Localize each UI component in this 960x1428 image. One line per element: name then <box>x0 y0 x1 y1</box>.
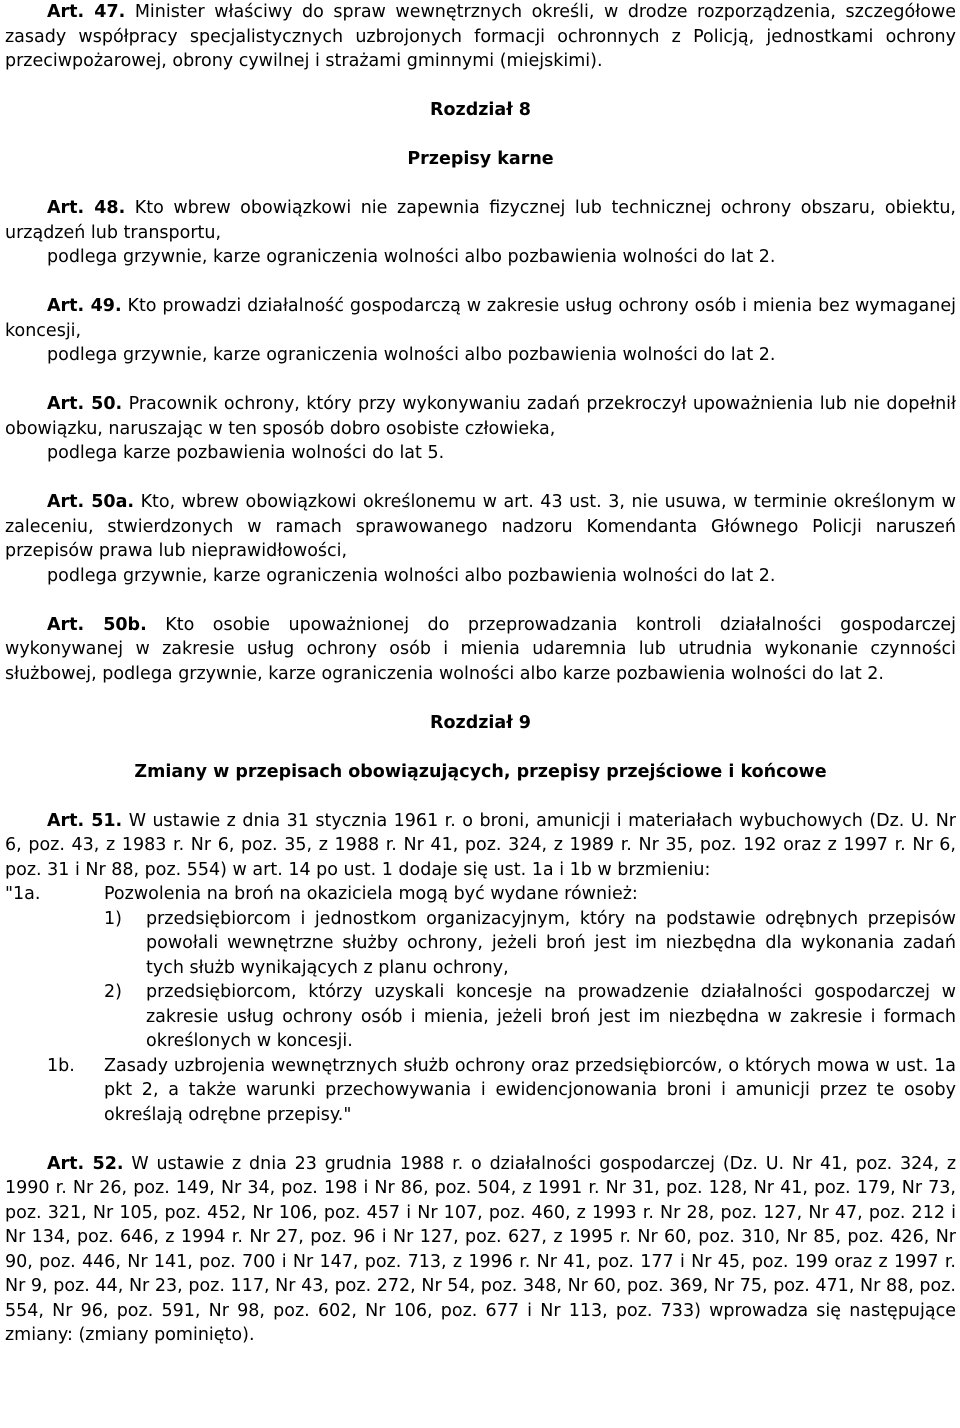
chapter-title: Rozdział 8 <box>430 100 531 120</box>
article-number: Art. 49. <box>47 296 122 316</box>
article-number: Art. 52. <box>47 1153 124 1174</box>
article-number: Art. 47. <box>47 2 126 22</box>
article-text: Kto prowadzi działalność gospodarczą w zakresie usług ochrony osób i mienia bez wymaganej koncesji, <box>5 296 956 341</box>
point-text: przedsiębiorcom i jednostkom organizacyjnym, który na podstawie odrębnych przepisów powołali wewnętrzne służby ochrony, jeżeli broń jest im niezbędna dla wykonania zadań tych służb wynikających z planu ochrony, <box>146 908 956 978</box>
article-number: Art. 50a. <box>47 492 135 512</box>
paragraph-text: Zasady uzbrojenia wewnętrznych służb ochrony oraz przedsiębiorców, o których mowa w ust. 1a pkt 2, a także warunki przechowywania i ewidencjonowania broni i amunicji przez te osoby określają odrębne przepisy." <box>104 1055 956 1125</box>
article-penalty: podlega grzywnie, karze ograniczenia wolności albo pozbawienia wolności do lat 2. <box>47 565 776 586</box>
article-52 <box>5 1152 956 1348</box>
point-label: 1) <box>104 908 122 929</box>
article-text: Minister właściwy do spraw wewnętrznych określi, w drodze rozporządzenia, szczegółowe zasady współpracy specjalistycznych uzbrojonych formacji ochronnych z Policją, jednostkami ochrony przeciwpożarowej, obrony cywilnej i strażami gminnymi (miejskimi). <box>5 2 956 71</box>
article-50b <box>5 613 956 687</box>
article-text: Kto wbrew obowiązkowi nie zapewnia fizycznej lub technicznej ochrony obszaru, obiektu, urządzeń lub transportu, <box>5 198 956 243</box>
point-text: przedsiębiorcom, którzy uzyskali koncesje na prowadzenie działalności gospodarczej w zakresie usług ochrony osób i mienia, jeżeli broń jest im niezbędna w zakresie i formach określonych w koncesji. <box>146 982 956 1051</box>
paragraph-1b <box>5 1054 956 1128</box>
article-number: Art. 51. <box>47 810 123 831</box>
article-text: W ustawie z dnia 31 stycznia 1961 r. o broni, amunicji i materiałach wybuchowych (Dz. U. Nr 6, poz. 43, z 1983 r. Nr 6, poz. 35, z 1988 r. Nr 41, poz. 324, z 1989 r. Nr 35, poz. 192 oraz z 1997 r. Nr 6, poz. 31 i Nr 88, poz. 554) w art. 14 po ust. 1 dodaje się ust. 1a i 1b w brzmieniu: <box>5 810 956 880</box>
article-text: W ustawie z dnia 23 grudnia 1988 r. o działalności gospodarczej (Dz. U. Nr 41, poz. 324, z 1990 r. Nr 26, poz. 149, Nr 34, poz. 198 i Nr 86, poz. 504, z 1991 r. Nr 31, poz. 128, Nr 41, poz. 179, Nr 73, poz. 321, Nr 105, poz. 452, Nr 106, poz. 457 i Nr 107, poz. 460, z 1993 r. Nr 28, poz. 127, Nr 47, poz. 212 i Nr 134, poz. 646, z 1994 r. Nr 27, poz. 96 i Nr 127, poz. 627, z 1995 r. Nr 60, poz. 310, Nr 85, poz. 426, Nr 90, poz. 446, Nr 141, poz. 700 i Nr 147, poz. 713, z 1996 r. Nr 41, poz. 177 i Nr 45, poz. 199 oraz z 1997 r. Nr 9, poz. 44, Nr 23, poz. 117, Nr 43, poz. 272, Nr 54, poz. 348, Nr 60, poz. 369, Nr 75, poz. 471, Nr 88, poz. 554, Nr 96, poz. 591, Nr 98, poz. 602, Nr 106, poz. 677 i Nr 113, poz. 733) wprowadza się następujące zmiany: (zmiany pominięto). <box>5 1153 957 1345</box>
paragraph-text: Pozwolenia na broń na okaziciela mogą być wydane również: <box>104 884 638 904</box>
article-penalty: podlega karze pozbawienia wolności do lat 5. <box>47 443 445 463</box>
article-number: Art. 48. <box>47 198 126 218</box>
paragraph-1a <box>5 882 956 907</box>
article-49 <box>5 294 956 343</box>
article-number: Art. 50b. <box>47 614 147 635</box>
point-label: 2) <box>104 982 122 1002</box>
chapter-subtitle: Przepisy karne <box>407 149 554 169</box>
point-1 <box>5 907 956 981</box>
chapter-title: Rozdział 9 <box>430 712 531 733</box>
paragraph-label: "1a. <box>5 884 41 904</box>
article-51 <box>5 809 956 883</box>
article-text: Pracownik ochrony, który przy wykonywaniu zadań przekroczył upoważnienia lub nie dopełnił obowiązku, naruszając w ten sposób dobro osobiste człowieka, <box>5 394 956 439</box>
article-47 <box>5 0 956 74</box>
article-penalty: podlega grzywnie, karze ograniczenia wolności albo pozbawienia wolności do lat 2. <box>47 345 776 365</box>
article-number: Art. 50. <box>47 394 123 414</box>
article-50a <box>5 490 956 564</box>
article-text: Kto osobie upoważnionej do przeprowadzania kontroli działalności gospodarczej wykonywanej w zakresie usług ochrony osób i mienia udaremnia lub utrudnia wykonanie czynności służbowej, podlega grzywnie, karze ograniczenia wolności albo karze pozbawienia wolności do lat 2. <box>5 614 957 684</box>
article-48 <box>5 196 956 245</box>
article-text: Kto, wbrew obowiązkowi określonemu w art. 43 ust. 3, nie usuwa, w terminie określonym w zaleceniu, stwierdzonych w ramach sprawowanego nadzoru Komendanta Głównego Policji naruszeń przepisów prawa lub nieprawidłowości, <box>5 492 956 561</box>
article-50 <box>5 392 956 441</box>
chapter-subtitle: Zmiany w przepisach obowiązujących, przepisy przejściowe i końcowe <box>134 761 827 782</box>
point-2 <box>5 980 956 1054</box>
paragraph-label: 1b. <box>47 1055 75 1076</box>
article-penalty: podlega grzywnie, karze ograniczenia wolności albo pozbawienia wolności do lat 2. <box>47 247 776 267</box>
